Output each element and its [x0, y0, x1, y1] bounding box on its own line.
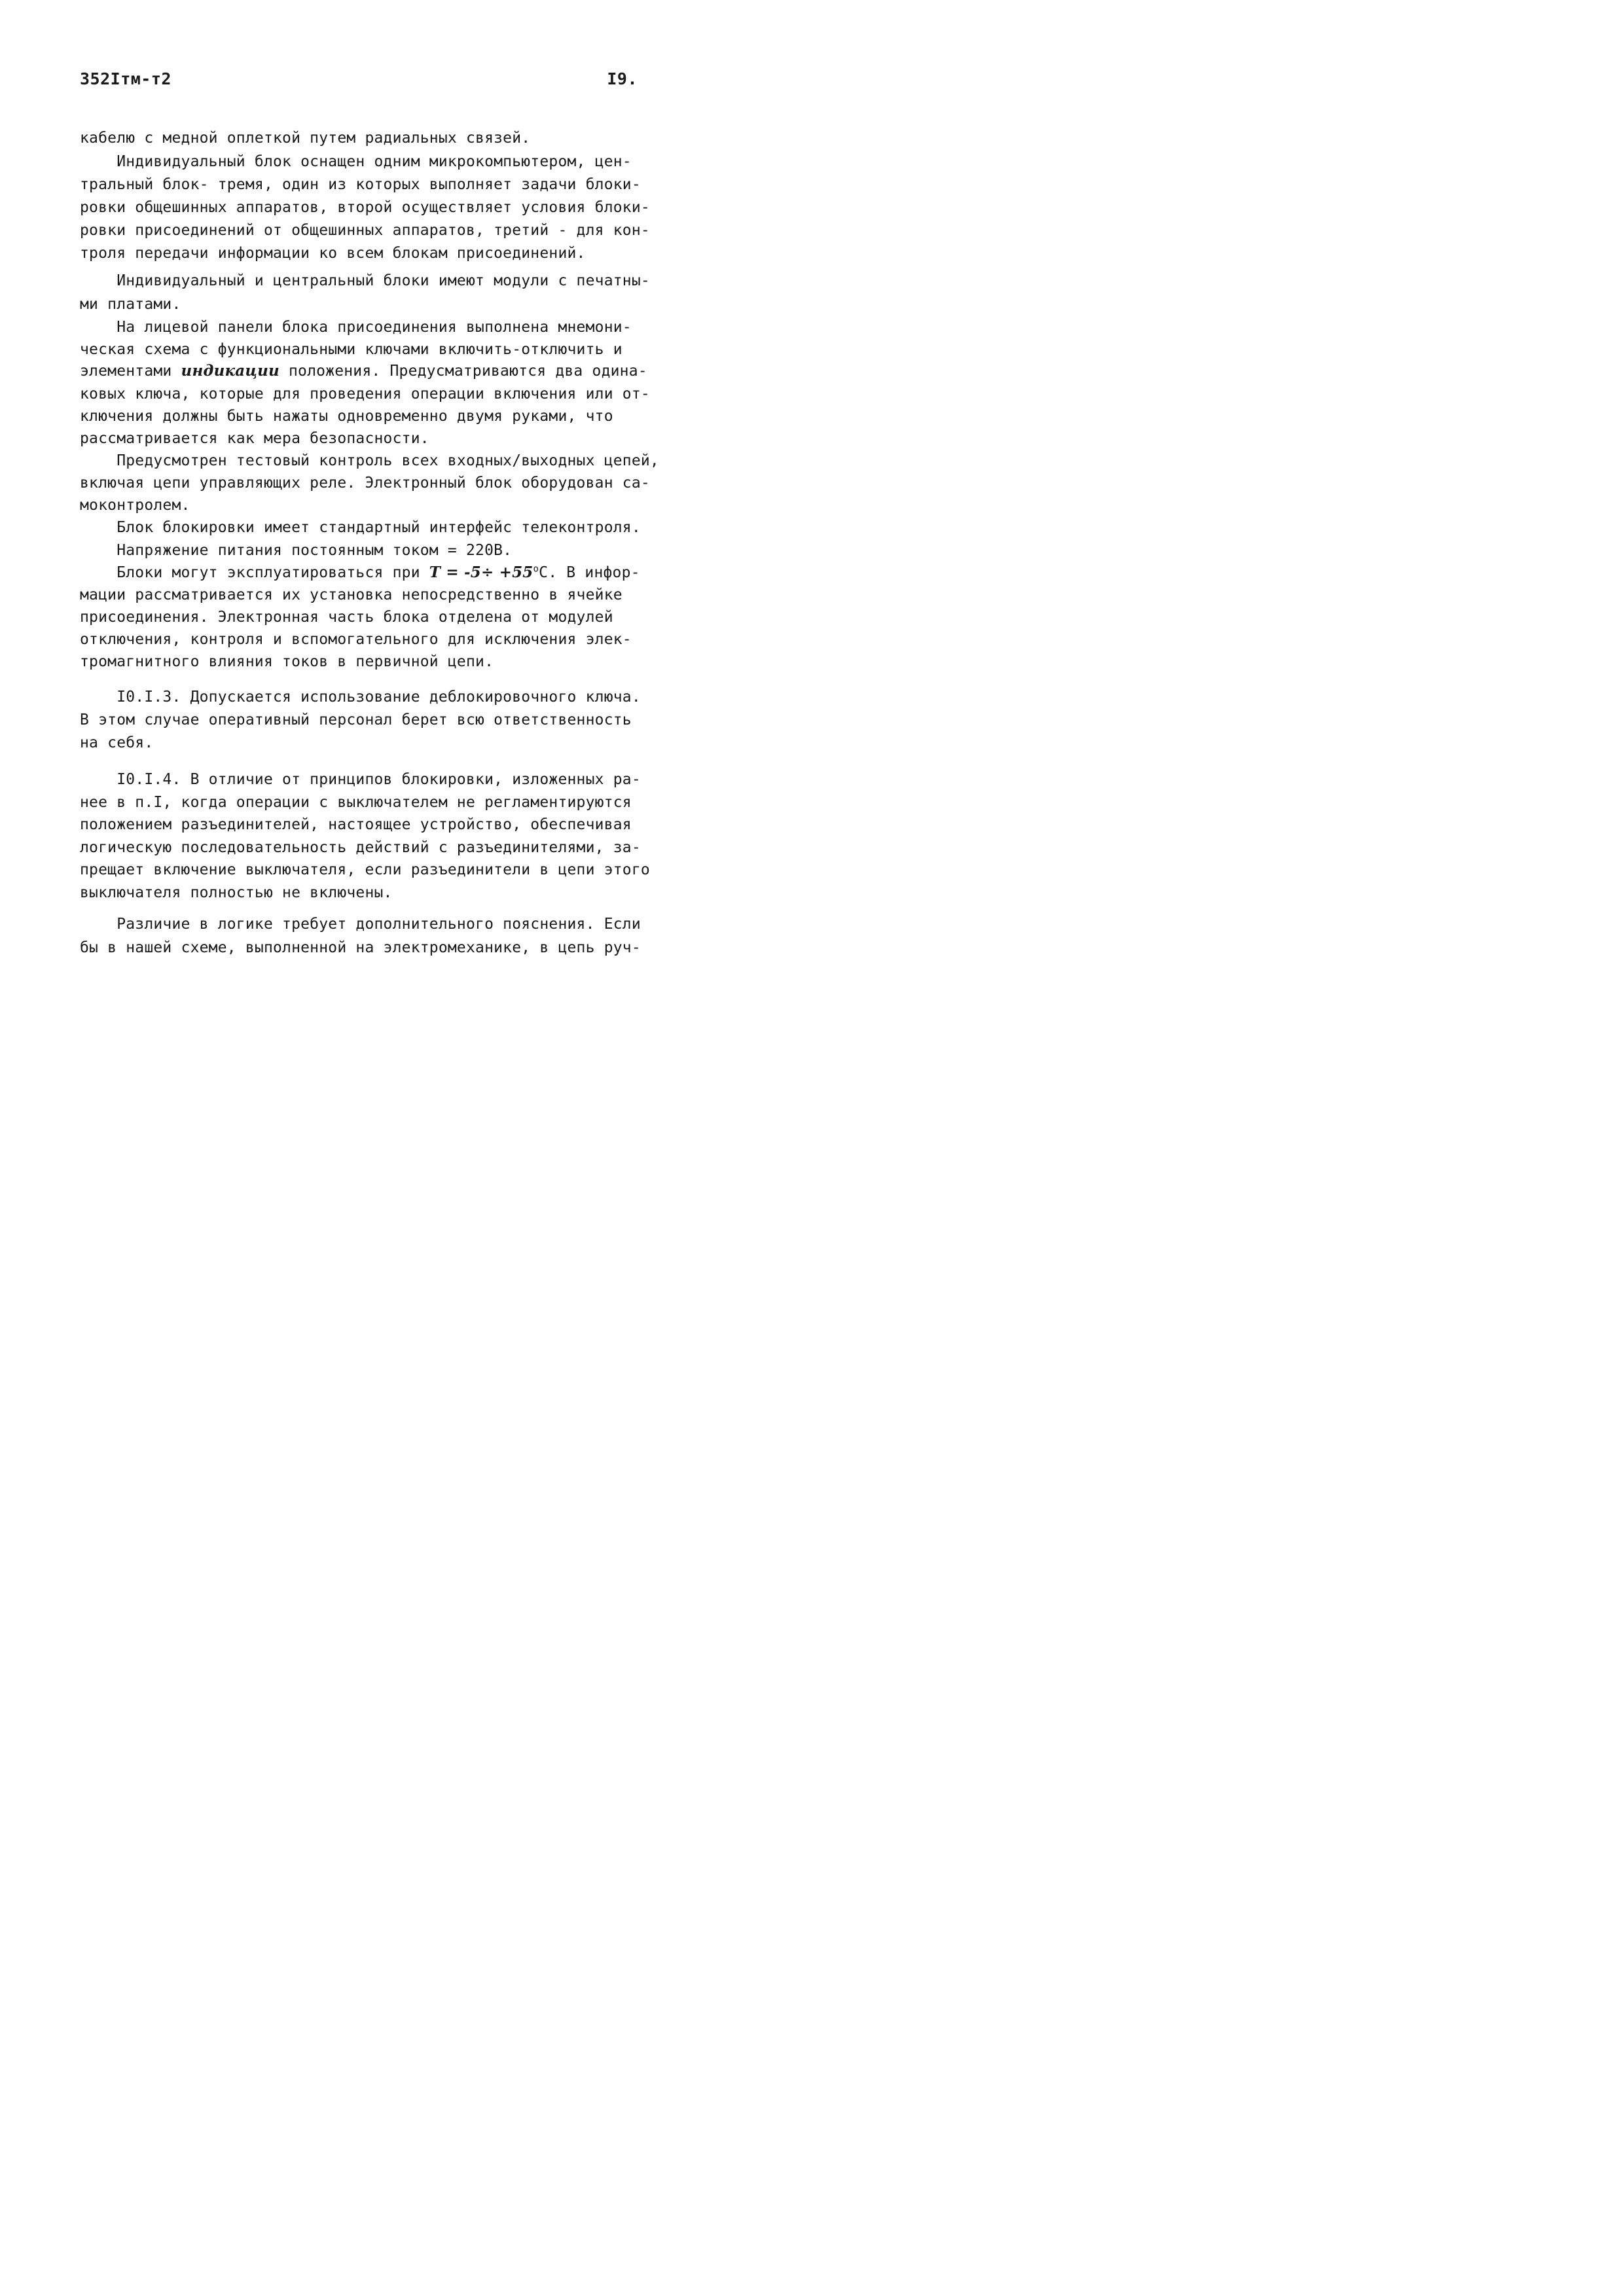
- text-line: бы в нашей схеме, выполненной на электромеханике, в цепь руч-: [80, 939, 641, 956]
- text-line: Напряжение питания постоянным током = 220В.: [80, 542, 513, 559]
- text-line-rest: С. В инфор-: [539, 564, 640, 581]
- text-line: ковых ключа, которые для проведения операции включения или от-: [80, 386, 650, 403]
- text-line: На лицевой панели блока присоединения выполнена мнемони-: [80, 319, 632, 336]
- document-page: [0, 0, 720, 1018]
- text-line: кабелю с медной оплеткой путем радиальных связей.: [80, 130, 531, 147]
- text-line: Блок блокировки имеет стандартный интерфейс телеконтроля.: [80, 519, 641, 536]
- temperature-formula: Т = -5÷ +55: [429, 564, 533, 581]
- text-line: I0.I.3. Допускается использование деблокировочного ключа.: [80, 689, 641, 706]
- text-line: на себя.: [80, 734, 154, 751]
- text-line: ми платами.: [80, 296, 181, 313]
- text-line: [80, 563, 640, 583]
- text-line: выключателя полностью не включены.: [80, 884, 393, 901]
- text-line: Различие в логике требует дополнительного пояснения. Если: [80, 916, 641, 933]
- text-line: Индивидуальный и центральный блоки имеют модули с печатны-: [80, 272, 650, 289]
- text-line: ровки присоединений от общешинных аппаратов, третий - для кон-: [80, 222, 650, 239]
- text-line-start: элементами: [80, 363, 181, 380]
- text-line: нее в п.I, когда операции с выключателем не регламентируются: [80, 794, 632, 811]
- degree-sign: о: [533, 564, 539, 575]
- text-line: троля передачи информации ко всем блокам присоединений.: [80, 245, 586, 262]
- text-line: отключения, контроля и вспомогательного для исключения элек-: [80, 631, 632, 648]
- text-line: I0.I.4. В отличие от принципов блокировки, изложенных ра-: [80, 771, 641, 788]
- text-line: присоединения. Электронная часть блока отделена от модулей: [80, 609, 613, 626]
- text-line: моконтролем.: [80, 497, 190, 514]
- text-line: Индивидуальный блок оснащен одним микрокомпьютером, цен-: [80, 153, 632, 170]
- text-line: рассматривается как мера безопасности.: [80, 430, 429, 447]
- text-line: В этом случае оперативный персонал берет всю ответственность: [80, 711, 632, 728]
- text-line: ключения должны быть нажаты одновременно двумя руками, что: [80, 408, 613, 425]
- text-line: положением разъединителей, настоящее устройство, обеспечивая: [80, 816, 632, 833]
- text-line: тральный блок- тремя, один из которых выполняет задачи блоки-: [80, 176, 641, 193]
- text-line: ческая схема с функциональными ключами включить-отключить и: [80, 341, 623, 358]
- text-line: [80, 361, 647, 381]
- text-line: логическую последовательность действий с разъединителями, за-: [80, 839, 641, 856]
- handwritten-word: индикации: [181, 362, 280, 380]
- text-line: прещает включение выключателя, если разъединители в цепи этого: [80, 861, 650, 878]
- text-line: включая цепи управляющих реле. Электронный блок оборудован са-: [80, 475, 650, 492]
- text-line: Предусмотрен тестовый контроль всех входных/выходных цепей,: [80, 452, 659, 469]
- text-line: мации рассматривается их установка непосредственно в ячейке: [80, 586, 623, 603]
- page-number: I9.: [607, 69, 638, 88]
- text-line-rest: положения. Предусматриваются два одина-: [279, 363, 647, 380]
- text-line: тромагнитного влияния токов в первичной цепи.: [80, 653, 494, 670]
- text-line: ровки общешинных аппаратов, второй осуществляет условия блоки-: [80, 199, 650, 216]
- text-line-start: Блоки могут эксплуатироваться при: [80, 564, 429, 581]
- document-code: 352Iтм-т2: [80, 69, 171, 88]
